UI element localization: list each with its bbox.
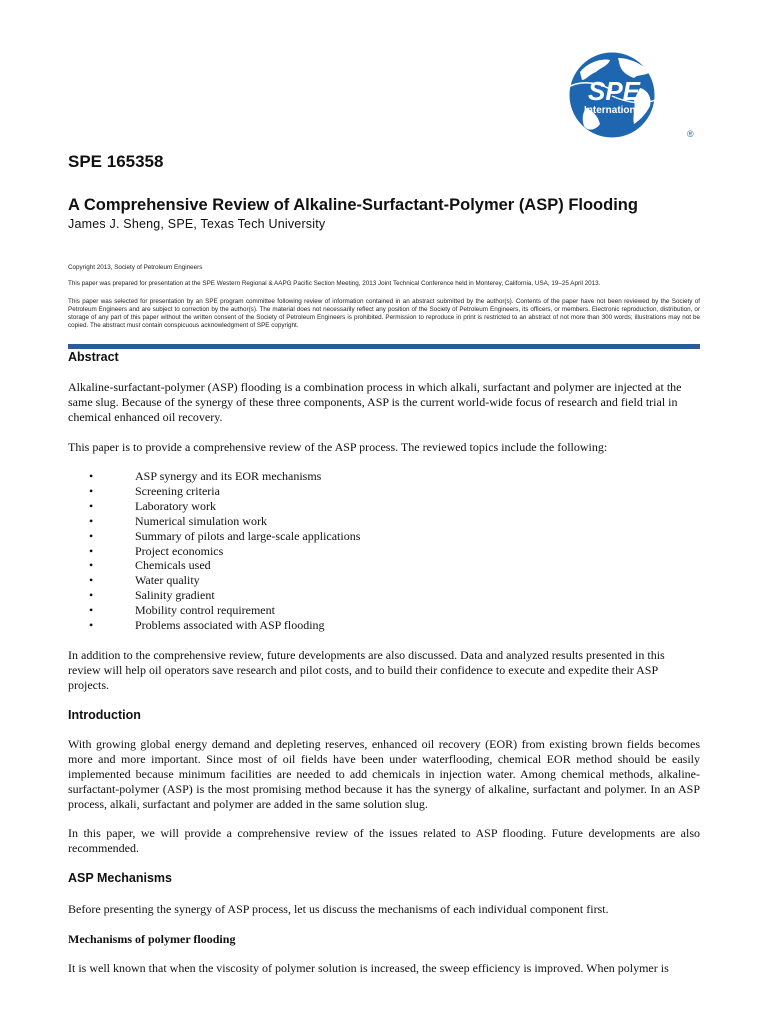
list-item: [68, 544, 700, 559]
list-item: [68, 618, 700, 633]
authors: James J. Sheng, SPE, Texas Tech University: [68, 217, 326, 231]
abstract-paragraph-2: This paper is to provide a comprehensive review of the ASP process. The reviewed topics include the following:: [68, 440, 608, 454]
list-item: [68, 588, 700, 603]
logo-subtext: International: [583, 105, 645, 116]
list-item-text: Project economics: [135, 543, 224, 558]
list-item-text: ASP synergy and its EOR mechanisms: [135, 469, 322, 483]
abstract-paragraph-1: Alkaline-surfactant-polymer (ASP) flooding is a combination process in which alkali, surfactant and polymer are injected at the same slug. Because of the synergy of these three components, ASP is the current world-wide focus of research and field trial in chemical enhanced oil recovery.: [68, 380, 682, 424]
abstract-heading: Abstract: [68, 350, 119, 364]
selection-notice: This paper was selected for presentation by an SPE program committee following review of information contained in an abstract submitted by the author(s). Contents of the paper have not been reviewed by the Society of Petroleum Engineers and are subject to correction by the author(s). The material does not necessarily reflect any position of the Society of Petroleum Engineers, its officers, or members. Electronic reproduction, distribution, or storage of any part of this paper without the written consent of the Society of Petroleum Engineers is prohibited. Permission to reproduce in print is restricted to an abstract of not more than 300 words; illustrations may not be copied. The abstract must contain conspicuous acknowledgment of SPE copyright.: [68, 298, 700, 329]
globe-icon: [560, 52, 666, 138]
mechanisms-paragraph-1: Before presenting the synergy of ASP process, let us discuss the mechanisms of each individual component first.: [68, 902, 609, 916]
registered-mark: ®: [687, 129, 694, 139]
presentation-notice: This paper was prepared for presentation at the SPE Western Regional & AAPG Pacific Section Meeting, 2013 Joint Technical Conference held in Monterey, California, USA, 19–25 April 2013.: [68, 280, 601, 287]
bullet-icon: •: [89, 469, 94, 483]
bullet-icon: •: [89, 588, 94, 603]
list-item-text: Salinity gradient: [135, 588, 215, 603]
bullet-icon: •: [89, 573, 94, 588]
list-item: [68, 558, 700, 573]
bullet-icon: •: [89, 543, 94, 558]
list-item-text: Numerical simulation work: [135, 513, 267, 528]
bullet-icon: •: [89, 558, 94, 573]
list-item-text: Summary of pilots and large-scale applications: [135, 528, 361, 543]
logo-text: SPE: [587, 76, 641, 106]
bullet-icon: •: [89, 513, 94, 528]
list-item-text: Mobility control requirement: [135, 603, 275, 618]
spe-international-logo: [530, 50, 695, 140]
list-item-text: Water quality: [135, 573, 200, 588]
paper-title: A Comprehensive Review of Alkaline-Surfactant-Polymer (ASP) Flooding: [68, 196, 638, 214]
bullet-icon: •: [89, 483, 94, 498]
reviewed-topics-list: [68, 469, 700, 633]
introduction-heading: Introduction: [68, 708, 141, 722]
paper-number: SPE 165358: [68, 152, 164, 171]
list-item-text: Screening criteria: [135, 483, 220, 498]
header-divider: [68, 344, 700, 349]
bullet-icon: •: [89, 528, 94, 543]
introduction-paragraph-2: In this paper, we will provide a comprehensive review of the issues related to ASP flooding. Future developments are also recommended.: [68, 826, 700, 855]
introduction-paragraph-1: With growing global energy demand and depleting reserves, enhanced oil recovery (EOR) from existing brown fields becomes more and more important. Since most of oil fields have been under waterflooding, chemical EOR method should be easily implemented because minimum facilities are needed to add chemicals in injection water. Among chemical methods, alkaline-surfactant-polymer (ASP) is the most promising method because it has the synergy of alkaline, surfactant and polymer. In an ASP process, alkali, surfactant and polymer are added in the same solution slug.: [68, 737, 700, 811]
list-item: [68, 484, 700, 499]
list-item-text: Laboratory work: [135, 498, 216, 513]
list-item: [68, 499, 700, 514]
list-item: [68, 573, 700, 588]
bullet-icon: •: [89, 603, 94, 618]
list-item: [68, 514, 700, 529]
copyright-notice: Copyright 2013, Society of Petroleum Engineers: [68, 264, 203, 271]
abstract-paragraph-3: In addition to the comprehensive review, future developments are also discussed. Data and analyzed results presented in this review will help oil operators save research and pilot costs, and to build their confidence to execute and expedite their ASP projects.: [68, 648, 665, 692]
mechanisms-heading: ASP Mechanisms: [68, 871, 172, 885]
polymer-flooding-subheading: Mechanisms of polymer flooding: [68, 932, 236, 946]
list-item-text: Chemicals used: [135, 558, 211, 573]
bullet-icon: •: [89, 618, 94, 633]
bullet-icon: •: [89, 498, 94, 513]
mechanisms-paragraph-2: It is well known that when the viscosity of polymer solution is increased, the sweep efficiency is improved. When polymer is: [68, 961, 669, 975]
list-item: [68, 469, 700, 484]
list-item: [68, 603, 700, 618]
list-item: [68, 529, 700, 544]
list-item-text: Problems associated with ASP flooding: [135, 618, 325, 633]
